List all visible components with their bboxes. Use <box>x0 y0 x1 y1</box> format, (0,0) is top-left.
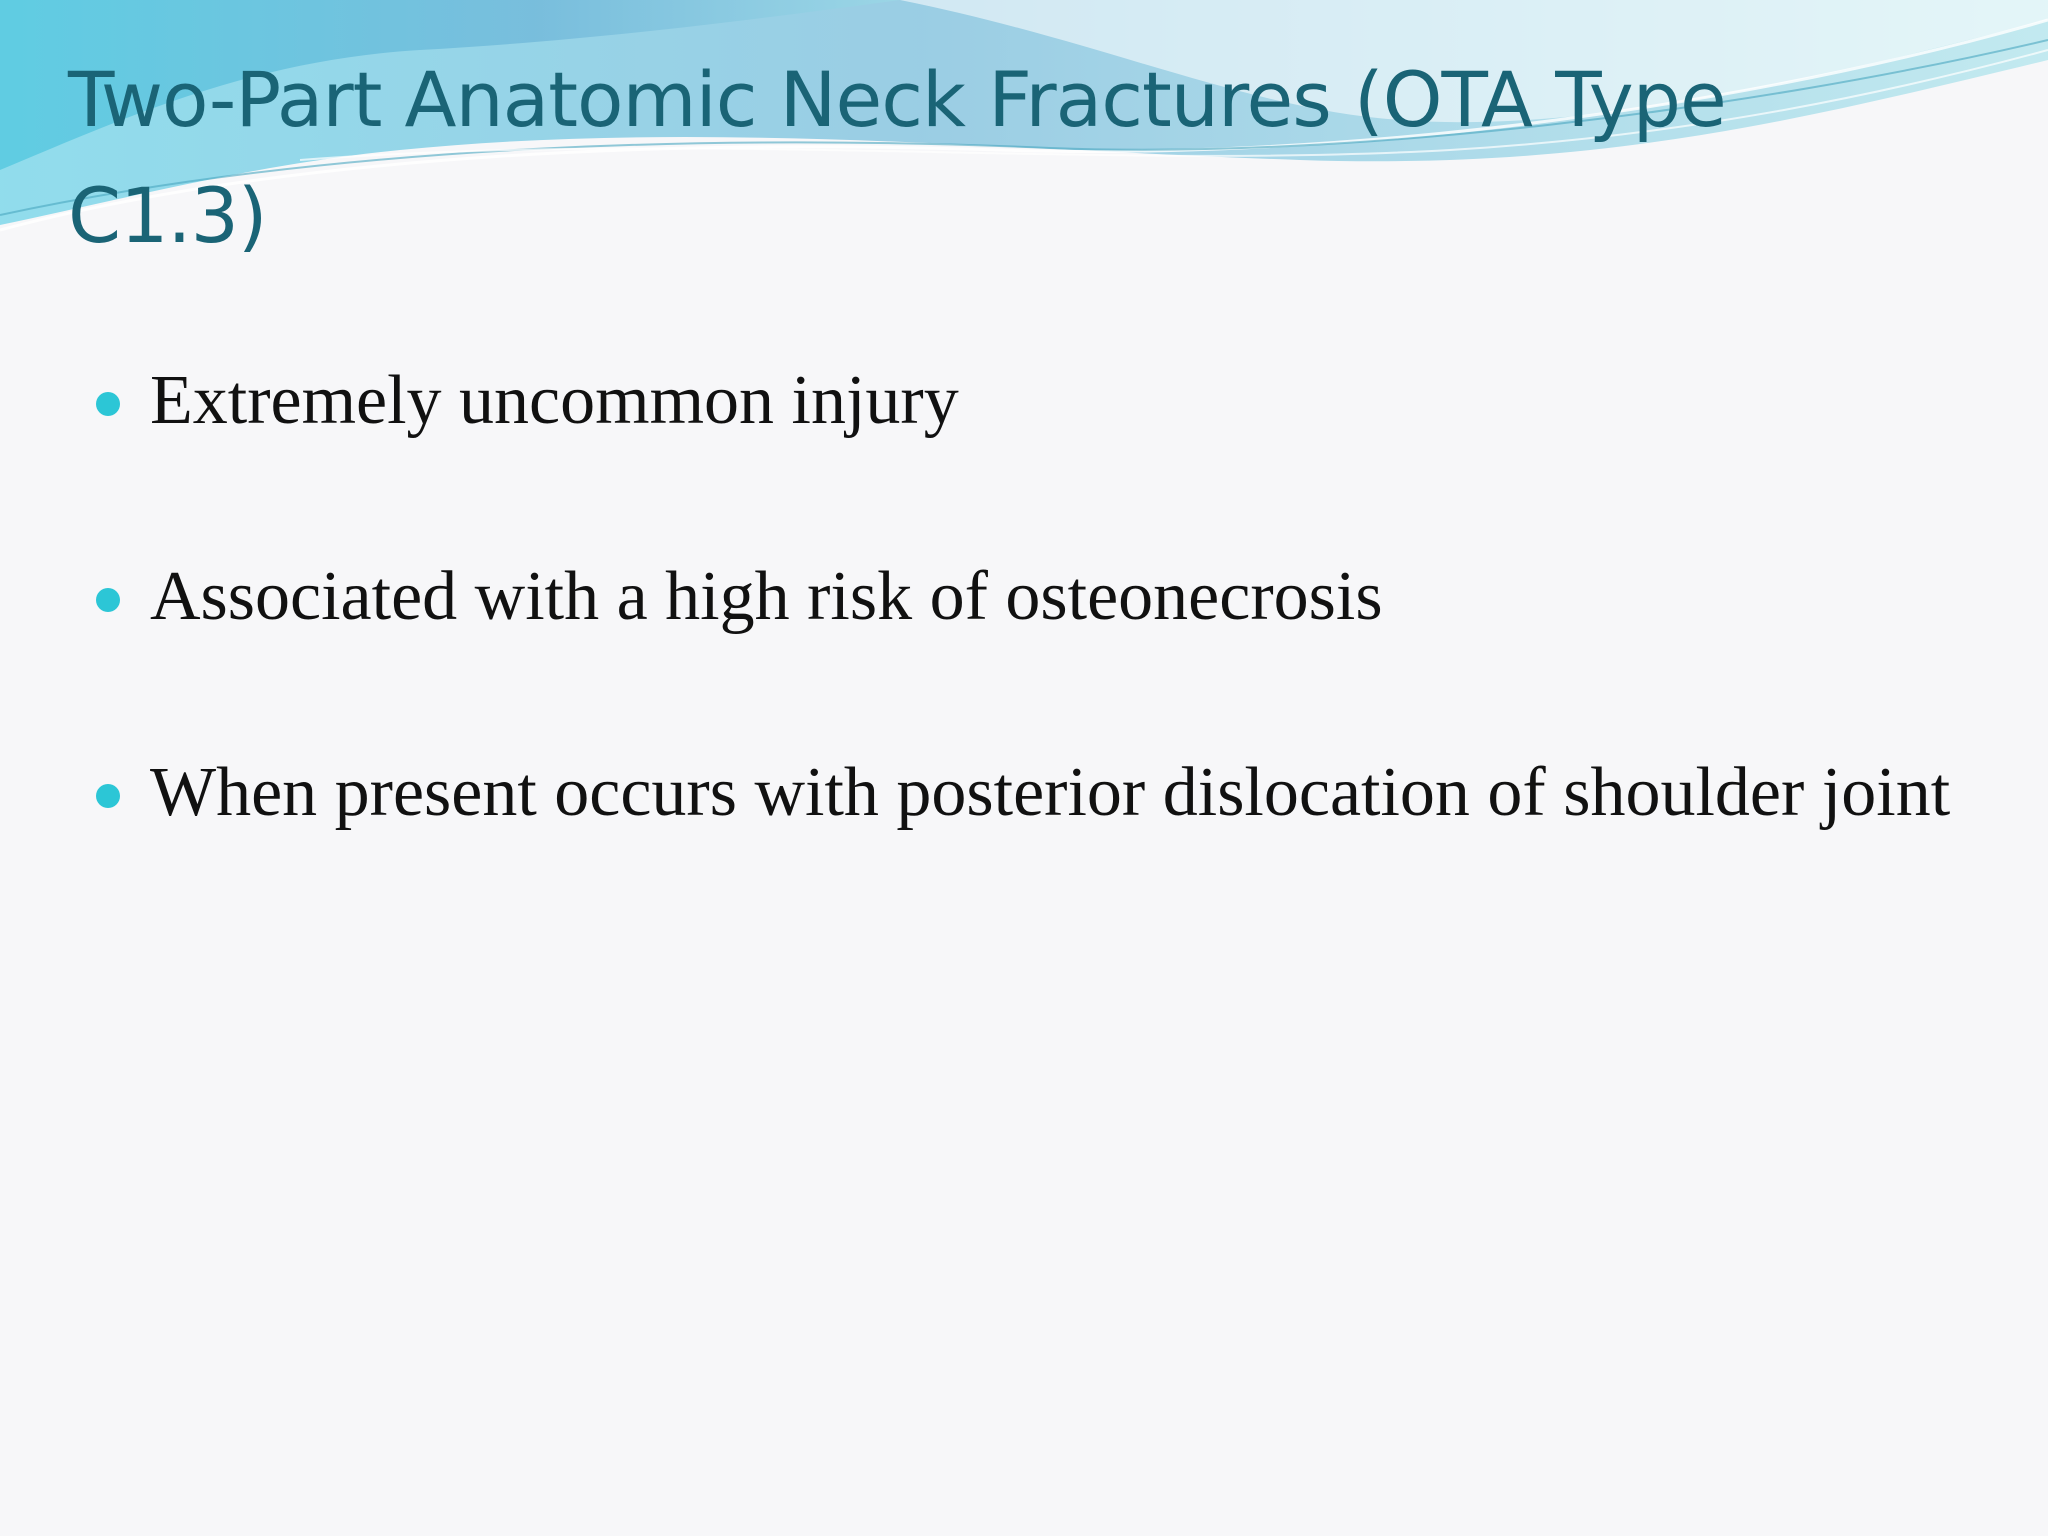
bullet-text: Extremely uncommon injury <box>150 362 959 439</box>
bullet-marker-icon <box>96 784 120 808</box>
bullet-text: Associated with a high risk of osteonecrosis <box>150 558 1383 635</box>
bullet-marker-icon <box>96 588 120 612</box>
bullet-item <box>96 752 1956 834</box>
bullet-list <box>96 360 1956 948</box>
bullet-item <box>96 360 1956 442</box>
bullet-text: When present occurs with posterior dislocation of shoulder joint <box>150 754 1951 831</box>
bullet-marker-icon <box>96 392 120 416</box>
bullet-item <box>96 556 1956 638</box>
slide-title: Two-Part Anatomic Neck Fractures (OTA Type C1.3) <box>68 55 1726 260</box>
